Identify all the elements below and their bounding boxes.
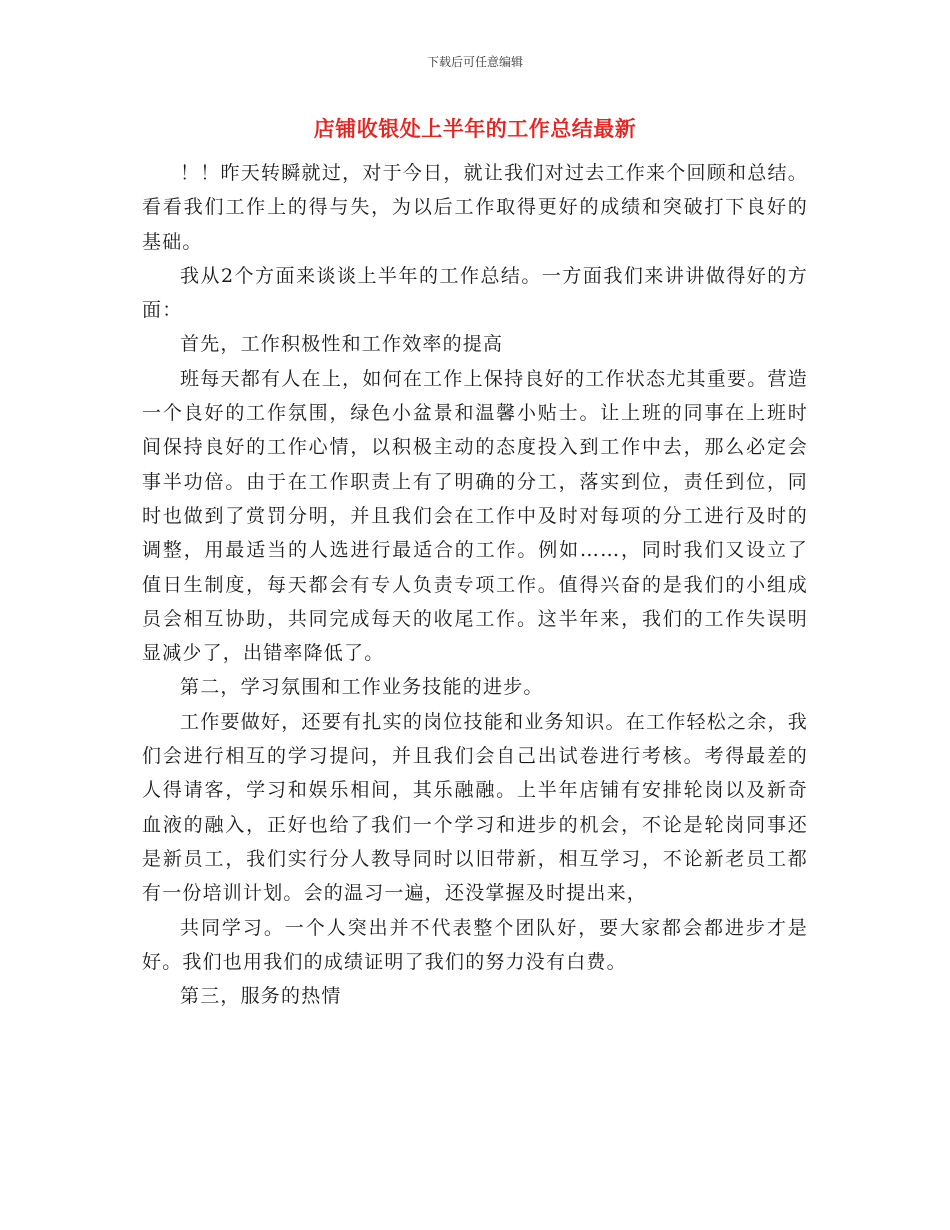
paragraph: 我从2个方面来谈谈上半年的工作总结。一方面我们来讲讲做得好的方面： (142, 264, 808, 322)
document-title: 店铺收银处上半年的工作总结最新 (313, 117, 637, 141)
paragraph: ！！昨天转瞬就过，对于今日，就让我们对过去工作来个回顾和总结。看看我们工作上的得与失，为以后工作取得更好的成绩和突破打下良好的基础。 (142, 162, 808, 253)
paragraph-heading: 首先，工作积极性和工作效率的提高 (180, 333, 504, 356)
paragraph: 工作要做好，还要有扎实的岗位技能和业务知识。在工作轻松之余，我们会进行相互的学习提问，并且我们会自己出试卷进行考核。考得最差的人得请客，学习和娱乐相间，其乐融融。上半年店铺有安排轮岗以及新奇血液的融入，正好也给了我们一个学习和进步的机会，不论是轮岗同事还是新员工，我们实行分人教导同时以旧带新，相互学习，不论新老员工都有一份培训计划。会的温习一遍，还没掌握及时提出来， (142, 710, 808, 905)
paragraph-heading: 第二，学习氛围和工作业务技能的进步。 (180, 676, 544, 699)
paragraph: 班每天都有人在上，如何在工作上保持良好的工作状态尤其重要。营造一个良好的工作氛围，绿色小盆景和温馨小贴士。让上班的同事在上班时间保持良好的工作心情，以积极主动的态度投入到工作中去，那么必定会事半功倍。由于在工作职责上有了明确的分工，落实到位，责任到位，同时也做到了赏罚分明，并且我们会在工作中及时对每项的分工进行及时的调整，用最适当的人选进行最适合的工作。例如……，同时我们又设立了值日生制度，每天都会有专人负责专项工作。值得兴奋的是我们的小组成员会相互协助，共同完成每天的收尾工作。这半年来，我们的工作失误明显减少了，出错率降低了。 (142, 367, 808, 665)
document-body (142, 156, 808, 1013)
paragraph-heading: 第三，服务的热情 (180, 985, 342, 1008)
paragraph: 共同学习。一个人突出并不代表整个团队好，要大家都会都进步才是好。我们也用我们的成绩证明了我们的努力没有白费。 (142, 916, 808, 973)
page-header-note: 下载后可任意编辑 (426, 55, 523, 69)
